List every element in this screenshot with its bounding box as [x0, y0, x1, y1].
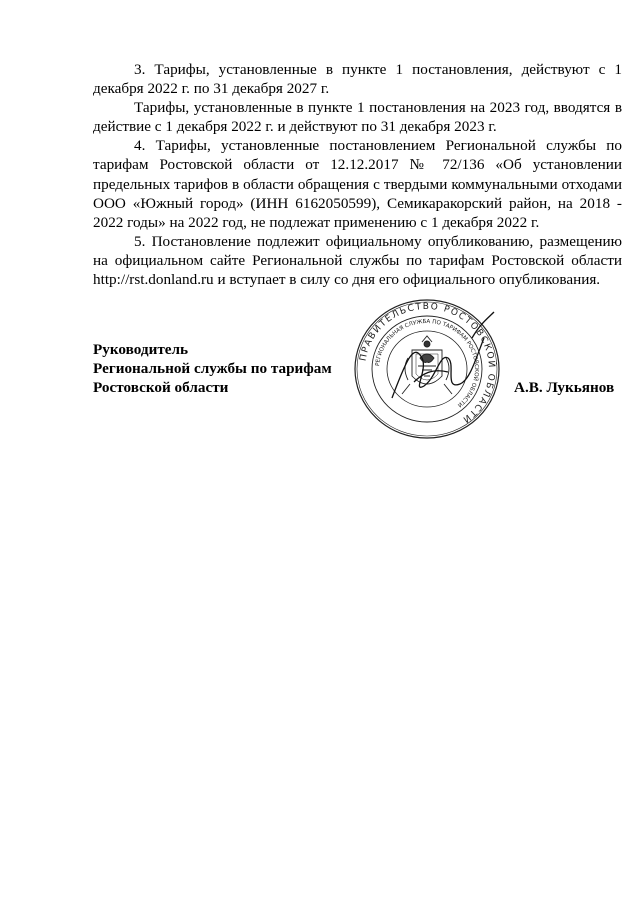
signatory-position-line: Ростовской области: [93, 379, 229, 396]
svg-text:РЕГИОНАЛЬНАЯ СЛУЖБА ПО ТАРИФАМ: [375, 319, 479, 408]
signatory-position-line: Региональной службы по тарифам: [93, 360, 332, 377]
signatory-name: А.В. Лукьянов: [514, 379, 615, 396]
seal-graphic: [352, 298, 502, 440]
seal-inner-text: РЕГИОНАЛЬНАЯ СЛУЖБА ПО ТАРИФАМ РОСТОВСКОЙ ОБЛАСТИ: [375, 318, 480, 408]
official-seal-stamp: [352, 298, 502, 440]
paragraph-tariffs-2023: Тарифы, установленные в пункте 1 постановления на 2023 год, вводятся в действие с 1 декабря 2022 г. и действуют по 31 декабря 2023 г.: [93, 99, 622, 136]
signatory-position-line: Руководитель: [93, 341, 189, 358]
document-body: [93, 60, 622, 289]
paragraph-item-3: 3. Тарифы, установленные в пункте 1 постановления, действуют с 1 декабря 2022 г. по 31 декабря 2027 г.: [93, 61, 622, 98]
signatory-position: [93, 340, 332, 397]
coat-of-arms-emblem: [402, 336, 452, 394]
paragraph-item-4: 4. Тарифы, установленные постановлением Региональной службы по тарифам Ростовской области от 12.12.2017 № 72/136 «Об установлении предельных тарифов в области обращения с твердыми коммунальными отходами ООО «Южный город» (ИНН 6162050599), Семикаракорский район, на 2018 - 2022 годы» на 2022 год, не подлежат применению с 1 декабря 2022 г.: [93, 137, 622, 231]
paragraph-item-5: 5. Постановление подлежит официальному опубликованию, размещению на официальном сайте Региональной службы по тарифам Ростовской области http://rst.donland.ru и вступает в силу со дня его официального опубликования.: [93, 232, 622, 289]
seal-outer-text: ПРАВИТЕЛЬСТВО РОСТОВСКОЙ ОБЛАСТИ: [358, 301, 497, 425]
